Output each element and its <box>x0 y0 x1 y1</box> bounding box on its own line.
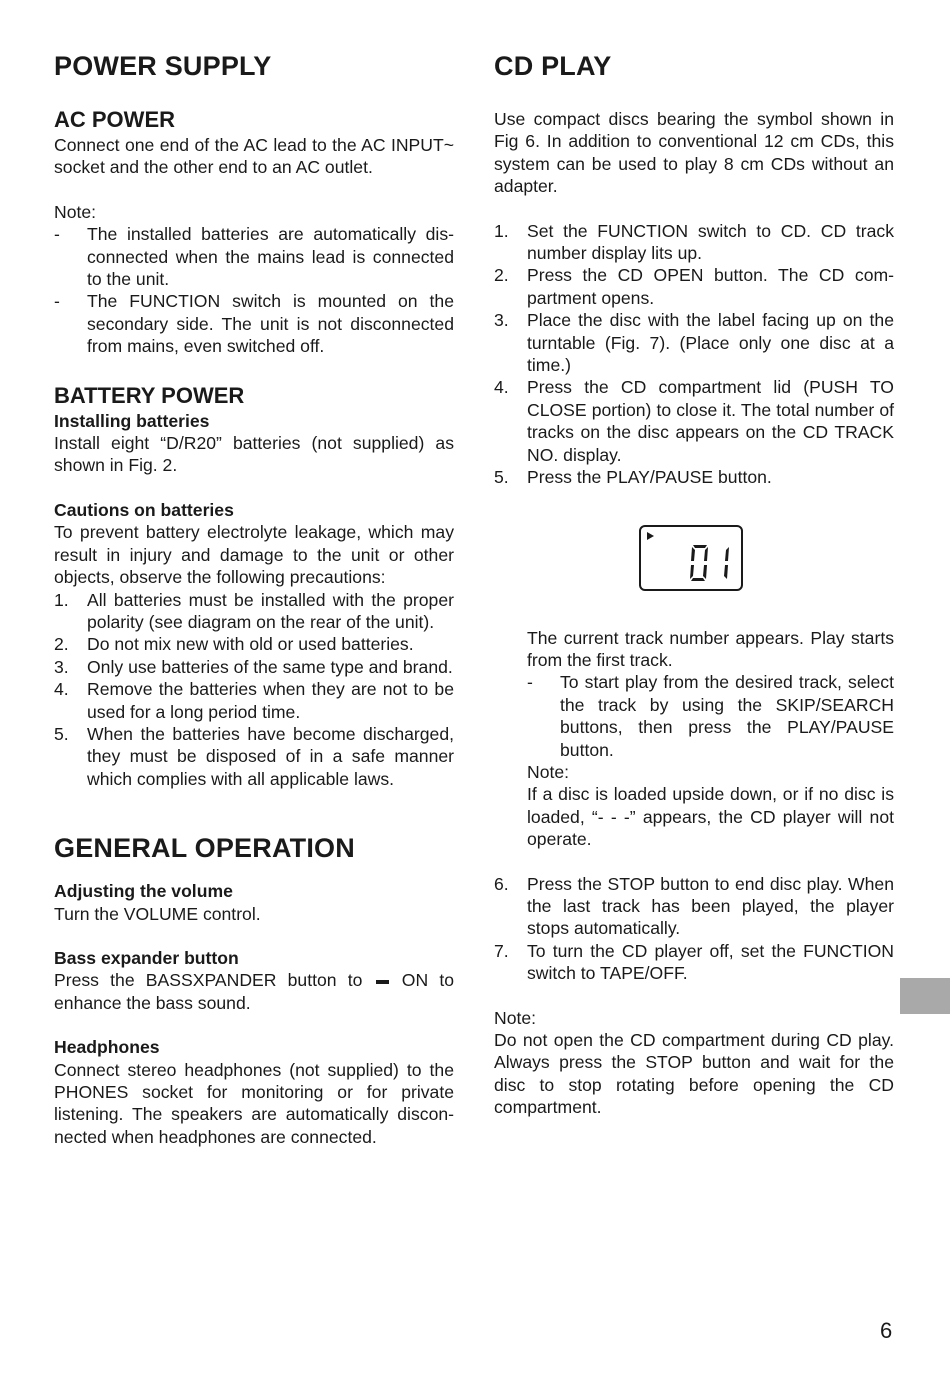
list-item: 5. Press the PLAY/PAUSE button. <box>494 467 772 488</box>
list-item: 6. Press the STOP button to end disc play. When the last track has been played, the player stops automatically. <box>494 873 894 939</box>
ac-power-text: Connect one end of the AC lead to the AC INPUT~ socket and the other end to an AC outlet. <box>54 135 454 178</box>
cautions-text: To prevent battery electrolyte leakage, which may result in injury and damage to the unit or other objects, observe the following precautions: <box>54 522 454 588</box>
step5-note-text: If a disc is loaded upside down, or if no disc is loaded, “- - -” appears, the CD player will not operate. <box>527 784 894 850</box>
installing-batteries-text: Install eight “D/R20” batteries (not supplied) as shown in Fig. 2. <box>54 433 454 476</box>
general-operation-title: GENERAL OPERATION <box>54 833 355 864</box>
ac-note-label: Note: <box>54 201 97 222</box>
cd-display-figure <box>494 489 894 627</box>
ac-power-heading: AC POWER <box>54 107 175 132</box>
section-tab-marker <box>900 978 950 1014</box>
headphones-text: Connect stereo headphones (not supplied) to the PHONES socket for monitoring or for private listening. The speakers are automatically discon-nected when headphones are connected. <box>54 1059 454 1147</box>
seven-segment-digits <box>641 527 741 589</box>
list-item: - To start play from the desired track, select the track by using the SKIP/SEARCH buttons, then press the PLAY/PAUSE button. <box>527 672 894 760</box>
volume-heading: Adjusting the volume <box>54 881 233 902</box>
after-display-text: The current track number appears. Play starts from the first track. <box>527 627 894 670</box>
battery-power-heading: BATTERY POWER <box>54 382 245 408</box>
cd-track-display <box>639 525 743 591</box>
step5-note-label: Note: <box>527 761 570 782</box>
list-item: - The installed batteries are automatically dis-connected when the mains lead is connected to the unit. <box>54 224 454 290</box>
page-number: 6 <box>880 1318 893 1343</box>
bass-switch-icon <box>376 980 389 984</box>
headphones-heading: Headphones <box>54 1037 160 1058</box>
installing-batteries-heading: Installing batteries <box>54 410 210 431</box>
right-column <box>494 48 894 1119</box>
volume-text: Turn the VOLUME control. <box>54 903 261 924</box>
cd-intro: Use compact discs bearing the symbol shown in Fig 6. In addition to conventional 12 cm CDs, this system can be used to play 8 cm CDs without an adapter. <box>494 109 894 197</box>
list-item: 4. Remove the batteries when they are not to be used for a long period time. <box>54 679 454 722</box>
list-item: 5. When the batteries have become discharged, they must be disposed of in a safe manner which complies with all applicable laws. <box>54 723 454 789</box>
list-item: 2. Do not mix new with old or used batteries. <box>54 634 414 655</box>
final-note-label: Note: <box>494 1007 537 1028</box>
power-supply-title: POWER SUPPLY <box>54 51 272 81</box>
left-column <box>54 48 454 1148</box>
bass-text: Press the BASSXPANDER button to ON to enhance the bass sound. <box>54 970 455 1013</box>
final-note-text: Do not open the CD compartment during CD play. Always press the STOP button and wait for the disc to stop rotating before opening the CD compartment. <box>494 1030 894 1118</box>
list-item: - The FUNCTION switch is mounted on the secondary side. The unit is not disconnected from mains, even switched off. <box>54 291 454 357</box>
cd-play-title: CD PLAY <box>494 51 612 81</box>
list-item: 3. Only use batteries of the same type and brand. <box>54 656 453 677</box>
cautions-heading: Cautions on batteries <box>54 499 234 520</box>
list-item: 2. Press the CD OPEN button. The CD com-partment opens. <box>494 265 894 308</box>
list-item: 7. To turn the CD player off, set the FUNCTION switch to TAPE/OFF. <box>494 940 894 984</box>
list-item: 4. Press the CD compartment lid (PUSH TO CLOSE portion) to close it. The total number of tracks on the disc appears on the CD TRACK NO. display. <box>494 377 894 465</box>
list-item: 1. All batteries must be installed with the proper polarity (see diagram on the rear of the unit). <box>54 589 454 632</box>
list-item: 3. Place the disc with the label facing up on the turntable (Fig. 7). (Place only one disc at a time.) <box>494 310 894 376</box>
bass-heading: Bass expander button <box>54 947 239 968</box>
list-item: 1. Set the FUNCTION switch to CD. CD track number display lits up. <box>494 220 894 264</box>
